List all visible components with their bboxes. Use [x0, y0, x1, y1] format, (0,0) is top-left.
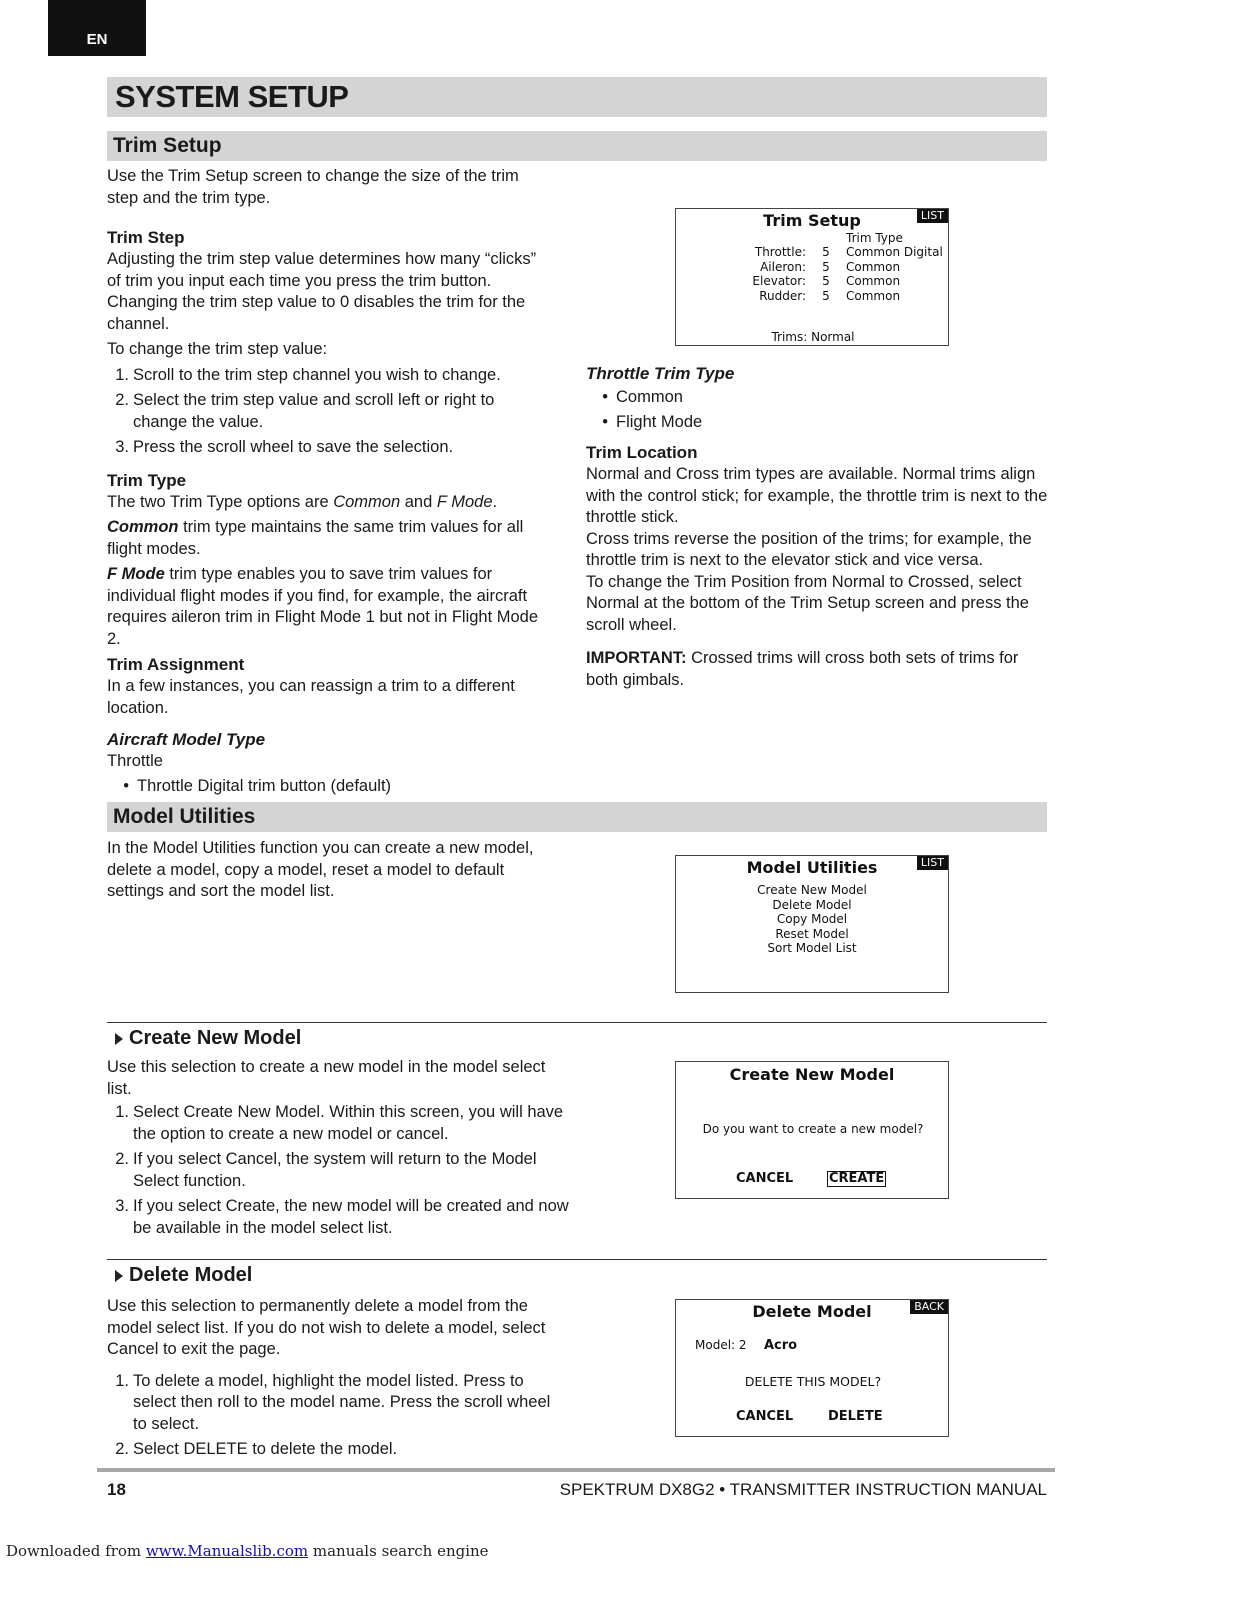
- language-tab: EN: [48, 0, 146, 56]
- screen-title: Model Utilities: [746, 858, 878, 877]
- delete-question: DELETE THIS MODEL?: [744, 1374, 882, 1389]
- list-item: 1. Scroll to the trim step channel you wish to change.: [115, 365, 501, 384]
- trim-type-body: The two Trim Type options are Common and F Mode.: [107, 492, 498, 511]
- list-item: 3. Press the scroll wheel to save the selection.: [115, 438, 454, 456]
- list-item: 3. If you select Create, the new model will be created and now be available in the model select list.: [115, 1197, 569, 1237]
- aircraft-model-type-heading: Aircraft Model Type: [107, 730, 266, 749]
- list-tag: LIST: [917, 209, 948, 223]
- list-item: • Flight Mode: [602, 412, 703, 431]
- trim-location-heading: Trim Location: [586, 443, 698, 462]
- throttle-trim-type-heading: Throttle Trim Type: [586, 364, 735, 383]
- important-note: IMPORTANT: Crossed trims will cross both sets of trims for both gimbals.: [586, 649, 1019, 689]
- menu-item-delete-model: Delete Model: [772, 897, 852, 912]
- list-item: 2. Select the trim step value and scroll left or right to change the value.: [115, 391, 495, 431]
- model-name: Acro: [764, 1338, 798, 1353]
- delete-model-heading: Delete Model: [107, 1259, 1047, 1289]
- screen-title: Create New Model: [729, 1065, 895, 1084]
- trim-step-list: [107, 365, 547, 459]
- section-heading-trim-setup: Trim Setup: [107, 131, 1047, 161]
- create-question: Do you want to create a new model?: [702, 1122, 924, 1136]
- trim-row-aileron: Aileron: 5 Common: [760, 259, 901, 274]
- list-item: 1. To delete a model, highlight the model listed. Press to select then roll to the model name. Press the scroll wheel to select.: [115, 1371, 551, 1433]
- aircraft-model-type-sub: Throttle: [107, 752, 163, 770]
- delete-model-screen: [675, 1299, 949, 1437]
- download-notice: Downloaded from www.Manualslib.com manuals search engine: [6, 1542, 489, 1560]
- trim-row-elevator: Elevator: 5 Common: [752, 274, 901, 288]
- trim-setup-right-column: [586, 363, 1048, 691]
- create-button: CREATE: [829, 1171, 885, 1186]
- delete-model-text: [107, 1296, 557, 1461]
- model-utilities-screen: [675, 855, 949, 993]
- delete-model-intro: Use this selection to permanently delete a model from the model select list. If you do not wish to delete a model, select Cancel to exit the page.: [107, 1297, 546, 1358]
- cancel-button: CANCEL: [736, 1171, 794, 1186]
- trim-rows: [676, 245, 950, 303]
- model-utilities-body: In the Model Utilities function you can create a new model, delete a model, copy a model, reset a model to default settings and sort the model list.: [107, 839, 534, 900]
- trim-assignment-body: In a few instances, you can reassign a trim to a different location.: [107, 677, 515, 717]
- footer-divider: [97, 1468, 1055, 1472]
- trim-location-p1: Normal and Cross trim types are available. Normal trims align with the control stick; for example, the throttle trim is next to the throttle stick.: [586, 465, 1048, 526]
- cancel-button: CANCEL: [736, 1409, 794, 1424]
- page-title: SYSTEM SETUP: [107, 77, 1047, 117]
- trims-normal-option: Trims: Normal: [771, 330, 855, 344]
- create-new-model-heading: Create New Model: [107, 1022, 1047, 1052]
- page-number: 18: [107, 1480, 126, 1499]
- list-item: 1. Select Create New Model. Within this screen, you will have the option to create a new model or cancel.: [115, 1103, 564, 1143]
- screen-title: Trim Setup: [763, 211, 861, 230]
- menu-item-sort-model-list: Sort Model List: [767, 941, 857, 955]
- manual-title: SPEKTRUM DX8G2 • TRANSMITTER INSTRUCTION MANUAL: [559, 1480, 1047, 1499]
- trim-row-throttle: Throttle: 5 Common Digital: [754, 245, 943, 259]
- trim-step-lead: To change the trim step value:: [107, 340, 328, 358]
- trim-assignment-heading: Trim Assignment: [107, 655, 245, 674]
- triangle-right-icon: [115, 1033, 123, 1045]
- list-item: • Throttle Digital trim button (default): [123, 776, 392, 795]
- list-item: 2. If you select Cancel, the system will return to the Model Select function.: [115, 1150, 537, 1190]
- common-trim-description: Common trim type maintains the same trim values for all flight modes.: [107, 518, 524, 558]
- list-item: • Common: [602, 388, 683, 406]
- list-tag: LIST: [917, 856, 948, 870]
- trim-type-heading: Trim Type: [107, 470, 187, 490]
- screen-title: Delete Model: [752, 1302, 872, 1321]
- trim-setup-screen: [675, 208, 949, 346]
- trim-step-heading: Trim Step: [107, 228, 185, 247]
- trim-step-body: Adjusting the trim step value determines how many “clicks” of trim you input each time you press the trim button. Changing the trim step value to 0 disables the trim for the channel.: [107, 250, 537, 333]
- back-tag: BACK: [910, 1300, 948, 1314]
- manualslib-link[interactable]: www.Manualslib.com: [145, 1542, 309, 1560]
- fmode-trim-description: F Mode trim type enables you to save trim values for individual flight modes if you find, for example, the aircraft requires aileron trim in Flight Mode 1 but not in Flight Mode 2.: [107, 565, 539, 648]
- trim-location-p2: Cross trims reverse the position of the trims; for example, the throttle trim is next to the elevator stick and vice versa.: [586, 529, 1032, 569]
- create-new-model-intro: Use this selection to create a new model in the model select list.: [107, 1058, 546, 1098]
- create-new-model-screen: [675, 1061, 949, 1199]
- section-heading-model-utilities: Model Utilities: [107, 802, 1047, 832]
- trim-row-rudder: Rudder: 5 Common: [759, 288, 901, 303]
- triangle-right-icon: [115, 1270, 123, 1282]
- list-item: 2. Select DELETE to delete the model.: [115, 1440, 398, 1458]
- delete-button: DELETE: [828, 1409, 883, 1424]
- menu-item-reset-model: Reset Model: [775, 926, 849, 941]
- trim-setup-left-column: [107, 166, 547, 797]
- create-new-model-text: [107, 1057, 569, 1239]
- trim-location-p3: To change the Trim Position from Normal to Crossed, select Normal at the bottom of the Trim Setup screen and press the scroll wheel.: [586, 572, 1029, 634]
- menu-item-create-new-model: Create New Model: [757, 883, 867, 897]
- trim-type-column-header: Trim Type: [846, 231, 903, 245]
- trim-setup-intro: Use the Trim Setup screen to change the size of the trim step and the trim type.: [107, 167, 519, 207]
- menu-item-copy-model: Copy Model: [776, 912, 848, 926]
- utilities-menu: [676, 883, 948, 956]
- model-number-label: Model: 2: [695, 1338, 747, 1352]
